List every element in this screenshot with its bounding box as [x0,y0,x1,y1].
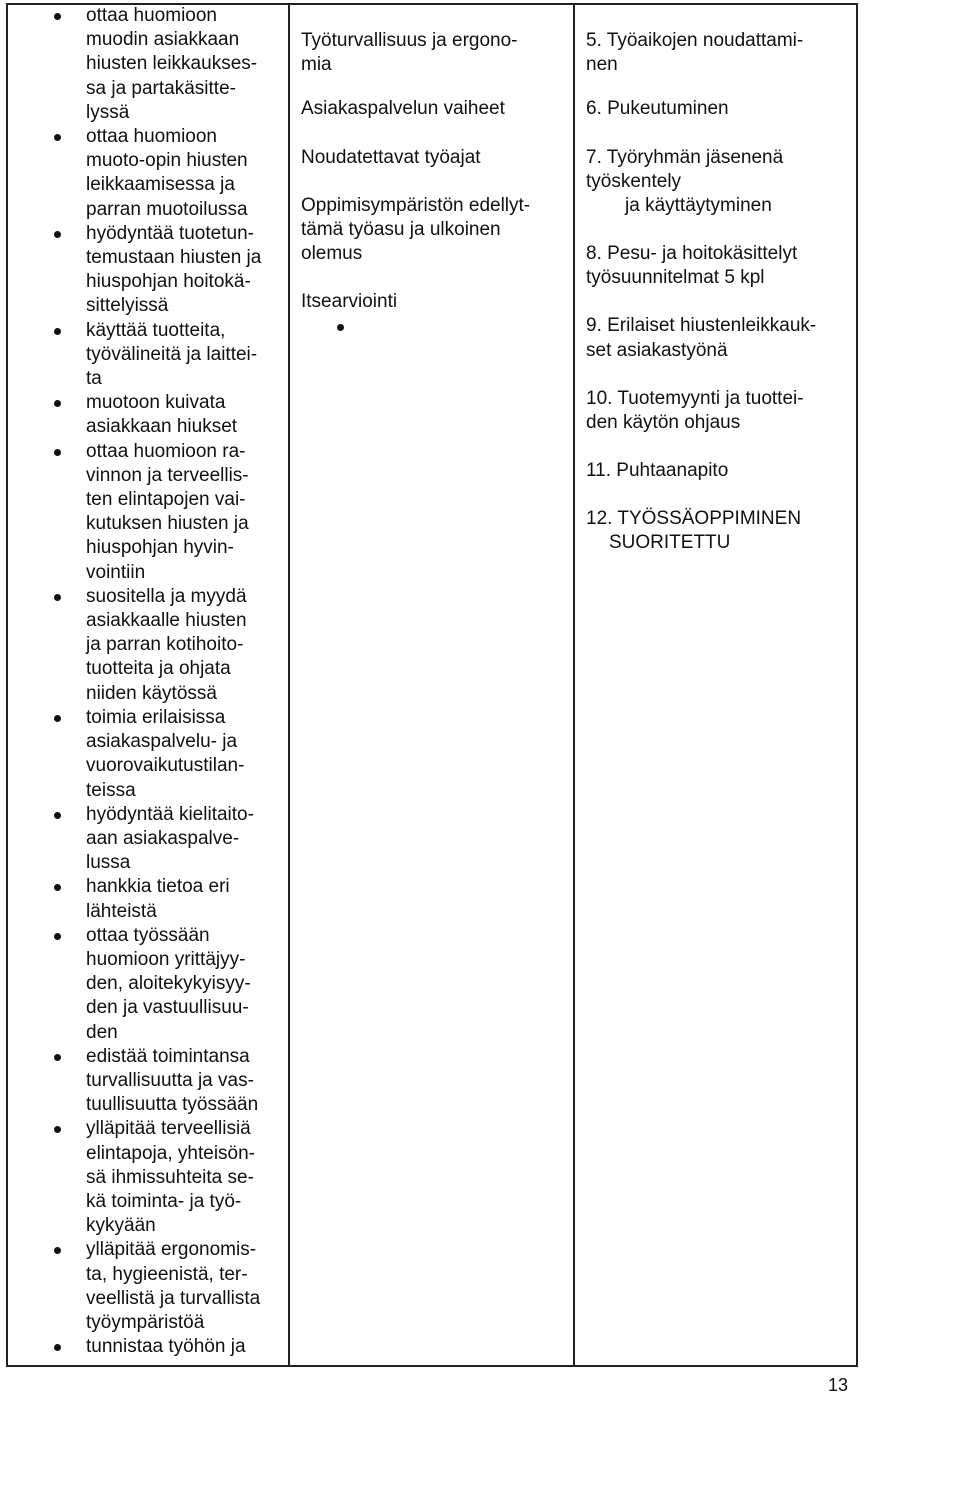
competency-line: parran muotoilussa [86,198,248,220]
topic-line: mia [301,54,332,75]
topic-line: Noudatettavat työajat [301,147,481,168]
competency-line: asiakkaan hiukset [86,416,238,438]
competency-line: ylläpitää terveellisiä [86,1118,251,1140]
competency-item [36,125,286,222]
competency-line: hiuspohjan hoitokä- [86,271,251,293]
competency-line: kykyään [86,1215,156,1237]
topic-line: Asiakaspalvelun vaiheet [301,98,505,119]
competency-line: veellistä ja turvallista [86,1287,261,1309]
competency-line: suositella ja myydä [86,585,247,607]
competency-line: ottaa työssään [86,924,210,946]
topic-line: Työturvallisuus ja ergono- [301,30,518,51]
bullet-marker [337,324,344,331]
competency-line: käyttää tuotteita, [86,319,226,341]
competency-item [36,1238,286,1335]
assessment-line: 7. Työryhmän jäsenenä [586,147,784,168]
competency-line: temustaan hiusten ja [86,247,262,269]
page-number: 13 [828,1375,849,1395]
competency-line: huomioon yrittäjyy- [86,948,246,970]
competency-line: ta [86,368,102,390]
competency-line: niiden käytössä [86,682,217,704]
competency-item [36,222,286,319]
competency-line: sa ja partakäsitte- [86,77,236,99]
competency-item [36,706,286,803]
competency-line: työvälineitä ja laittei- [86,343,258,365]
competency-line: hyödyntää kielitaito- [86,803,254,825]
competency-line: lähteistä [86,900,157,922]
assessment-line: 9. Erilaiset hiustenleikkauk- [586,315,817,336]
competency-line: den [86,1021,118,1043]
competency-line: teissa [86,779,136,801]
assessment-line: työskentely [586,171,682,192]
competency-line: tuullisuutta työssään [86,1094,259,1116]
competency-line: hyödyntää tuotetun- [86,222,254,244]
competency-line: vuorovaikutustilan- [86,755,245,777]
competency-line: vointiin [86,561,146,583]
competency-line: den, aloitekykyisyy- [86,973,251,995]
competency-line: sittelyissä [86,295,169,317]
column-divider-1 [288,3,290,1367]
competency-line: vinnon ja terveellis- [86,464,249,486]
competency-line: asiakkaalle hiusten [86,610,247,632]
competency-line: elintapoja, yhteisön- [86,1142,255,1164]
competency-line: sä ihmissuhteita se- [86,1166,254,1188]
competency-line: ten elintapojen vai- [86,489,246,511]
assessment-line: SUORITETTU [609,532,731,553]
competency-line: den ja vastuullisuu- [86,997,249,1019]
competency-item [36,1117,286,1238]
assessment-line: 8. Pesu- ja hoitokäsittelyt [586,243,798,264]
competency-column [36,4,286,1359]
competency-item [36,1045,286,1118]
competency-line: ylläpitää ergonomis- [86,1239,257,1261]
competency-item [36,875,286,923]
competency-line: hiuspohjan hyvin- [86,537,234,559]
competency-item [36,319,286,392]
assessment-line: ja käyttäytyminen [625,195,772,216]
competency-line: tuotteita ja ohjata [86,658,231,680]
competency-line: ottaa huomioon ra- [86,440,246,462]
assessment-line: 12. TYÖSSÄOPPIMINEN [586,508,802,529]
competency-line: ottaa huomioon [86,126,217,148]
assessment-line: den käytön ohjaus [586,412,741,433]
competency-item [36,924,286,1045]
assessment-line: set asiakastyönä [586,340,728,361]
assessment-line: työsuunnitelmat 5 kpl [586,267,765,288]
competency-item [36,4,286,125]
topic-line: Itsearviointi [301,291,398,312]
topic-line: olemus [301,243,363,264]
competency-line: turvallisuutta ja vas- [86,1069,254,1091]
competency-item [36,1335,286,1359]
competency-line: työympäristöä [86,1311,205,1333]
competency-line: ja parran kotihoito- [86,634,244,656]
assessment-line: nen [586,54,618,75]
competency-line: aan asiakaspalve- [86,827,240,849]
competency-item [36,585,286,706]
competency-line: kutuksen hiusten ja [86,513,249,535]
competency-line: muoto-opin hiusten [86,150,248,172]
assessment-line: 11. Puhtaanapito [586,460,729,481]
competency-line: kä toiminta- ja työ- [86,1190,242,1212]
assessment-line: 10. Tuotemyynti ja tuottei- [586,388,804,409]
competency-line: muotoon kuivata [86,392,226,414]
assessment-line: 5. Työaikojen noudattami- [586,30,804,51]
competency-line: edistää toimintansa [86,1045,250,1067]
competency-line: lussa [86,852,131,874]
competency-item [36,391,286,439]
competency-line: ottaa huomioon [86,5,217,26]
competency-line: asiakaspalvelu- ja [86,731,238,753]
topic-line: tämä työasu ja ulkoinen [301,219,501,240]
assessment-line: 6. Pukeutuminen [586,98,729,119]
competency-line: muodin asiakkaan [86,29,240,51]
competency-item [36,440,286,585]
competency-line: hankkia tietoa eri [86,876,230,898]
competency-line: tunnistaa työhön ja [86,1336,246,1358]
competency-line: toimia erilaisissa [86,706,226,728]
competency-line: leikkaamisessa ja [86,174,235,196]
topic-line: Oppimisympäristön edellyt- [301,195,531,216]
column-divider-2 [573,3,575,1367]
competency-line: lyssä [86,101,130,123]
competency-item [36,803,286,876]
competency-line: hiusten leikkaukses- [86,53,258,75]
competency-list [36,4,286,1359]
competency-line: ta, hygieenistä, ter- [86,1263,248,1285]
